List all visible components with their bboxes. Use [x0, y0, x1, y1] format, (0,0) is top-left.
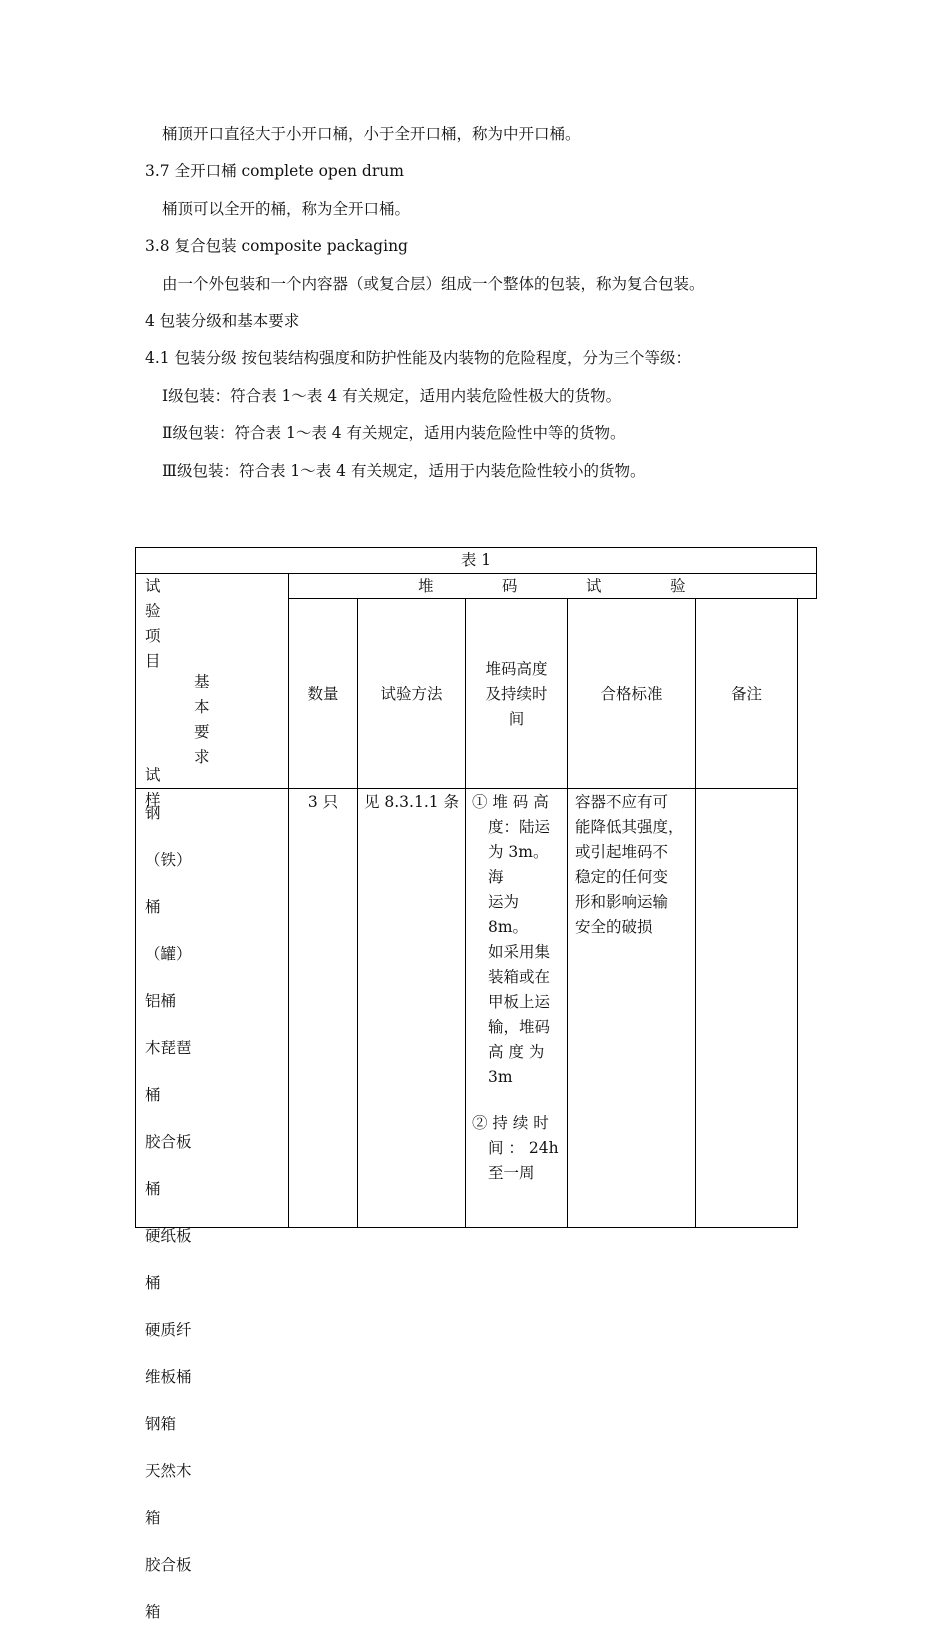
table-caption: 表 1: [460, 551, 492, 569]
stack-height-line: 高 度 为: [488, 1043, 545, 1061]
column-header-quantity: 数量: [307, 685, 339, 703]
stack-test-char-1: 堆: [418, 577, 434, 595]
basic-requirement-label: 基本要求: [194, 673, 210, 766]
column-header-notes: 备注: [730, 685, 762, 703]
column-header-height-line-2: 及持续时: [485, 685, 548, 703]
stack-height-line: 3m: [488, 1068, 513, 1086]
stack-height-line: 度：陆运: [488, 818, 551, 836]
quantity-value: 3 只: [307, 793, 339, 811]
column-header-method: 试验方法: [380, 685, 443, 703]
table-rule-caption: [135, 573, 817, 574]
criteria-line: 稳定的任何变: [575, 868, 669, 886]
section-heading-3-7: 3.7 全开口桶 complete open drum: [145, 162, 404, 180]
stack-height-line: 甲板上运: [488, 993, 551, 1011]
test-item-label: 试验项目: [145, 577, 161, 670]
duration-line: 至一周: [488, 1164, 535, 1182]
list-item: 钢（铁）桶（罐）: [145, 804, 192, 963]
paragraph-full-open-drum: 桶顶可以全开的桶，称为全开口桶。: [162, 200, 411, 218]
criteria-line: 容器不应有可: [575, 793, 669, 811]
list-item: 硬纸板桶: [145, 1227, 192, 1292]
table-border-right-top: [816, 547, 817, 599]
criteria-text: [575, 790, 690, 940]
criteria-line: 或引起堆码不: [575, 843, 669, 861]
stack-height-line: 为 3m。海: [488, 843, 549, 886]
grade-3-packaging: Ⅲ级包装：符合表 1～表 4 有关规定，适用于内装危险性较小的货物。: [162, 462, 646, 480]
stack-test-char-4: 验: [670, 577, 686, 595]
list-item: 胶合板箱: [145, 1556, 192, 1621]
column-header-criteria: 合格标准: [600, 685, 663, 703]
table-col-divider-1: [288, 573, 289, 1228]
column-header-height-line-1: 堆码高度: [485, 660, 548, 678]
table-border-bottom: [135, 1227, 798, 1228]
stack-height-line: 运为 8m。: [488, 893, 529, 936]
list-item: 木琵琶桶: [145, 1039, 192, 1104]
sample-label: 试样: [145, 766, 161, 809]
table-rule-header: [135, 788, 798, 789]
section-heading-3-8: 3.8 复合包装 composite packaging: [145, 237, 408, 255]
duration-line: ② 持 续 时: [472, 1114, 549, 1132]
list-item: 天然木箱: [145, 1462, 192, 1527]
stack-test-char-3: 试: [586, 577, 602, 595]
stack-height-line: 装箱或在: [488, 968, 551, 986]
stack-height-line: ① 堆 码 高: [472, 793, 549, 811]
section-heading-4: 4 包装分级和基本要求: [145, 312, 300, 330]
criteria-line: 能降低其强度，: [575, 818, 684, 836]
grade-2-packaging: Ⅱ级包装：符合表 1～表 4 有关规定，适用内装危险性中等的货物。: [162, 424, 626, 442]
section-heading-4-1: 4.1 包装分级 按包装结构强度和防护性能及内装物的危险程度，分为三个等级：: [145, 349, 692, 367]
stack-height-line: 输，堆码: [488, 1018, 551, 1036]
method-value: 见 8.3.1.1 条: [363, 793, 460, 811]
criteria-line: 安全的破损: [575, 918, 653, 936]
column-header-height-line-3: 间: [508, 710, 525, 728]
list-item: 硬质纤维板桶: [145, 1321, 192, 1386]
paragraph-composite-packaging: 由一个外包装和一个内容器（或复合层）组成一个整体的包装，称为复合包装。: [162, 275, 705, 293]
list-item: 铝桶: [145, 992, 177, 1010]
duration-line: 间 ： 24h: [488, 1139, 559, 1157]
list-item: 钢箱: [145, 1415, 177, 1433]
table-border-left: [135, 547, 136, 1228]
table-border-right: [797, 598, 798, 1228]
table-rule-stack-test: [288, 598, 817, 599]
criteria-line: 形和影响运输: [575, 893, 669, 911]
list-item: 胶合板桶: [145, 1133, 192, 1198]
stack-test-char-2: 码: [502, 577, 518, 595]
stack-height-line: 如采用集: [488, 943, 551, 961]
stack-height-text: [472, 790, 560, 1186]
grade-1-packaging: Ⅰ级包装：符合表 1～表 4 有关规定，适用内装危险性极大的货物。: [162, 387, 622, 405]
sample-list: [145, 790, 192, 1636]
column-header-height: [466, 657, 567, 732]
paragraph-middle-open-drum: 桶顶开口直径大于小开口桶，小于全开口桶，称为中开口桶。: [162, 125, 581, 143]
